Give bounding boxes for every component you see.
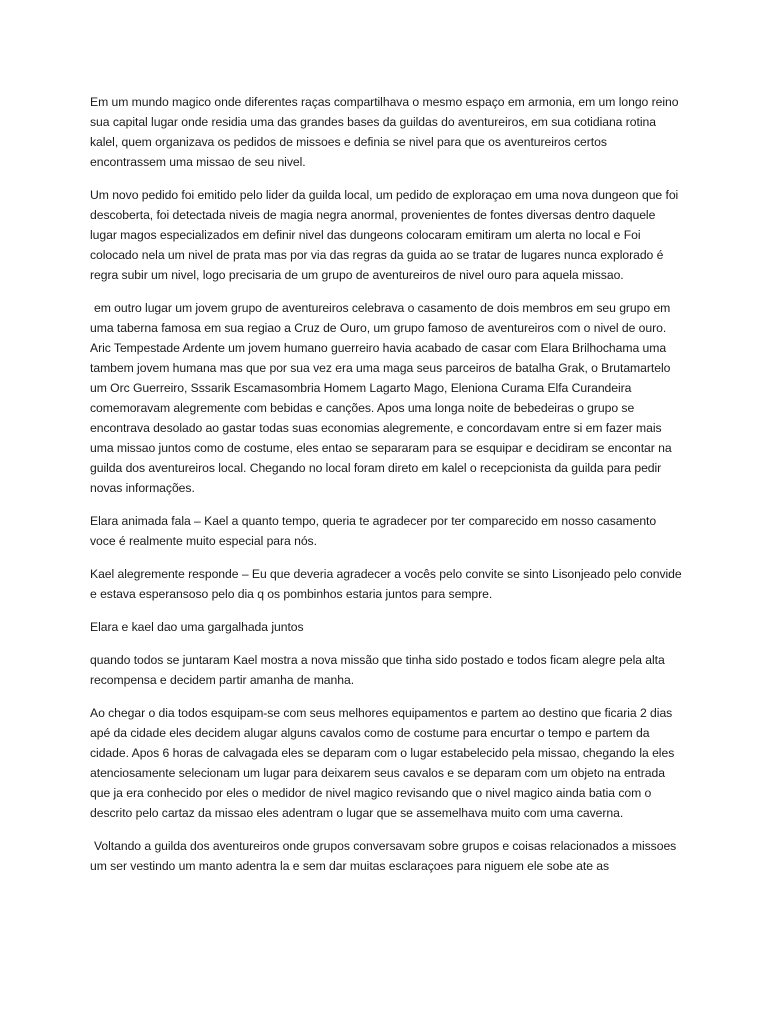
paragraph-4: Elara animada fala – Kael a quanto tempo, queria te agradecer por ter comparecido em nosso casamento voce é realmente muito especial para nós.	[90, 514, 657, 548]
paragraph-1: Em um mundo magico onde diferentes raças compartilhava o mesmo espaço em armonia, em um longo reino sua capital lugar onde residia uma das grandes bases da guildas do aventureiros, em sua cotidiana rotina kalel, quem organizava os pedidos de missoes e definia se nivel para que os aventureiros certos encontrassem uma missao de seu nivel.	[90, 95, 679, 169]
paragraph-5: Kael alegremente responde – Eu que deveria agradecer a vocês pelo convite se sinto Lisonjeado pelo convide e estava esperansoso pelo dia q os pombinhos estaria juntos para sempre.	[90, 567, 682, 601]
paragraph-9: Voltando a guilda dos aventureiros onde grupos conversavam sobre grupos e coisas relacionados a missoes um ser vestindo um manto adentra la e sem dar muitas esclaraçoes para niguem ele sobe ate as	[90, 839, 677, 873]
paragraph-8: Ao chegar o dia todos esquipam-se com seus melhores equipamentos e partem ao destino que ficaria 2 dias apé da cidade eles decidem alugar alguns cavalos como de costume para encurtar o tempo e partem da cidade. Apos 6 horas de calvagada eles se deparam com o lugar estabelecido pela missao, chegando la eles atenciosamente selecionam um lugar para deixarem seus cavalos e se deparam com um objeto na entrada que ja era conhecido por eles o medidor de nivel magico revisando que o nivel magico ainda batia com o descrito pelo cartaz da missao eles adentram o lugar que se assemelhava muito com uma caverna.	[90, 706, 675, 820]
paragraph-6: Elara e kael dao uma gargalhada juntos	[90, 620, 304, 634]
paragraph-3: em outro lugar um jovem grupo de aventureiros celebrava o casamento de dois membros em seu grupo em uma taberna famosa em sua regiao a Cruz de Ouro, um grupo famoso de aventureiros com o nivel de ouro. Aric Tempestade Ardente um jovem humano guerreiro havia acabado de casar com Elara Brilhochama uma tambem jovem humana mas que por sua vez era uma maga seus parceiros de batalha Grak, o Brutamartelo um Orc Guerreiro, Sssarik Escamasombria Homem Lagarto Mago, Eleniona Curama Elfa Curandeira comemoravam alegremente com bebidas e canções. Apos uma longa noite de bebedeiras o grupo se encontrava desolado ao gastar todas suas economias alegremente, e concordavam entre si em fazer mais uma missao juntos como de costume, eles entao se separaram para se esquipar e decidiram se encontar na guilda dos aventureiros local. Chegando no local foram direto em kalel o recepcionista da guilda para pedir novas informações.	[90, 301, 672, 495]
paragraph-2: Um novo pedido foi emitido pelo lider da guilda local, um pedido de exploraçao em uma nova dungeon que foi descoberta, foi detectada niveis de magia negra anormal, provenientes de fontes diversas dentro daquele lugar magos especializados em definir nivel das dungeons colocaram emitiram um alerta no local e Foi colocado nela um nivel de prata mas por via das regras da guida ao se tratar de lugares nunca explorado é regra subir um nivel, logo precisaria de um grupo de aventureiros de nivel ouro para aquela missao.	[90, 188, 679, 282]
paragraph-7: quando todos se juntaram Kael mostra a nova missão que tinha sido postado e todos ficam alegre pela alta recompensa e decidem partir amanha de manha.	[90, 653, 665, 687]
